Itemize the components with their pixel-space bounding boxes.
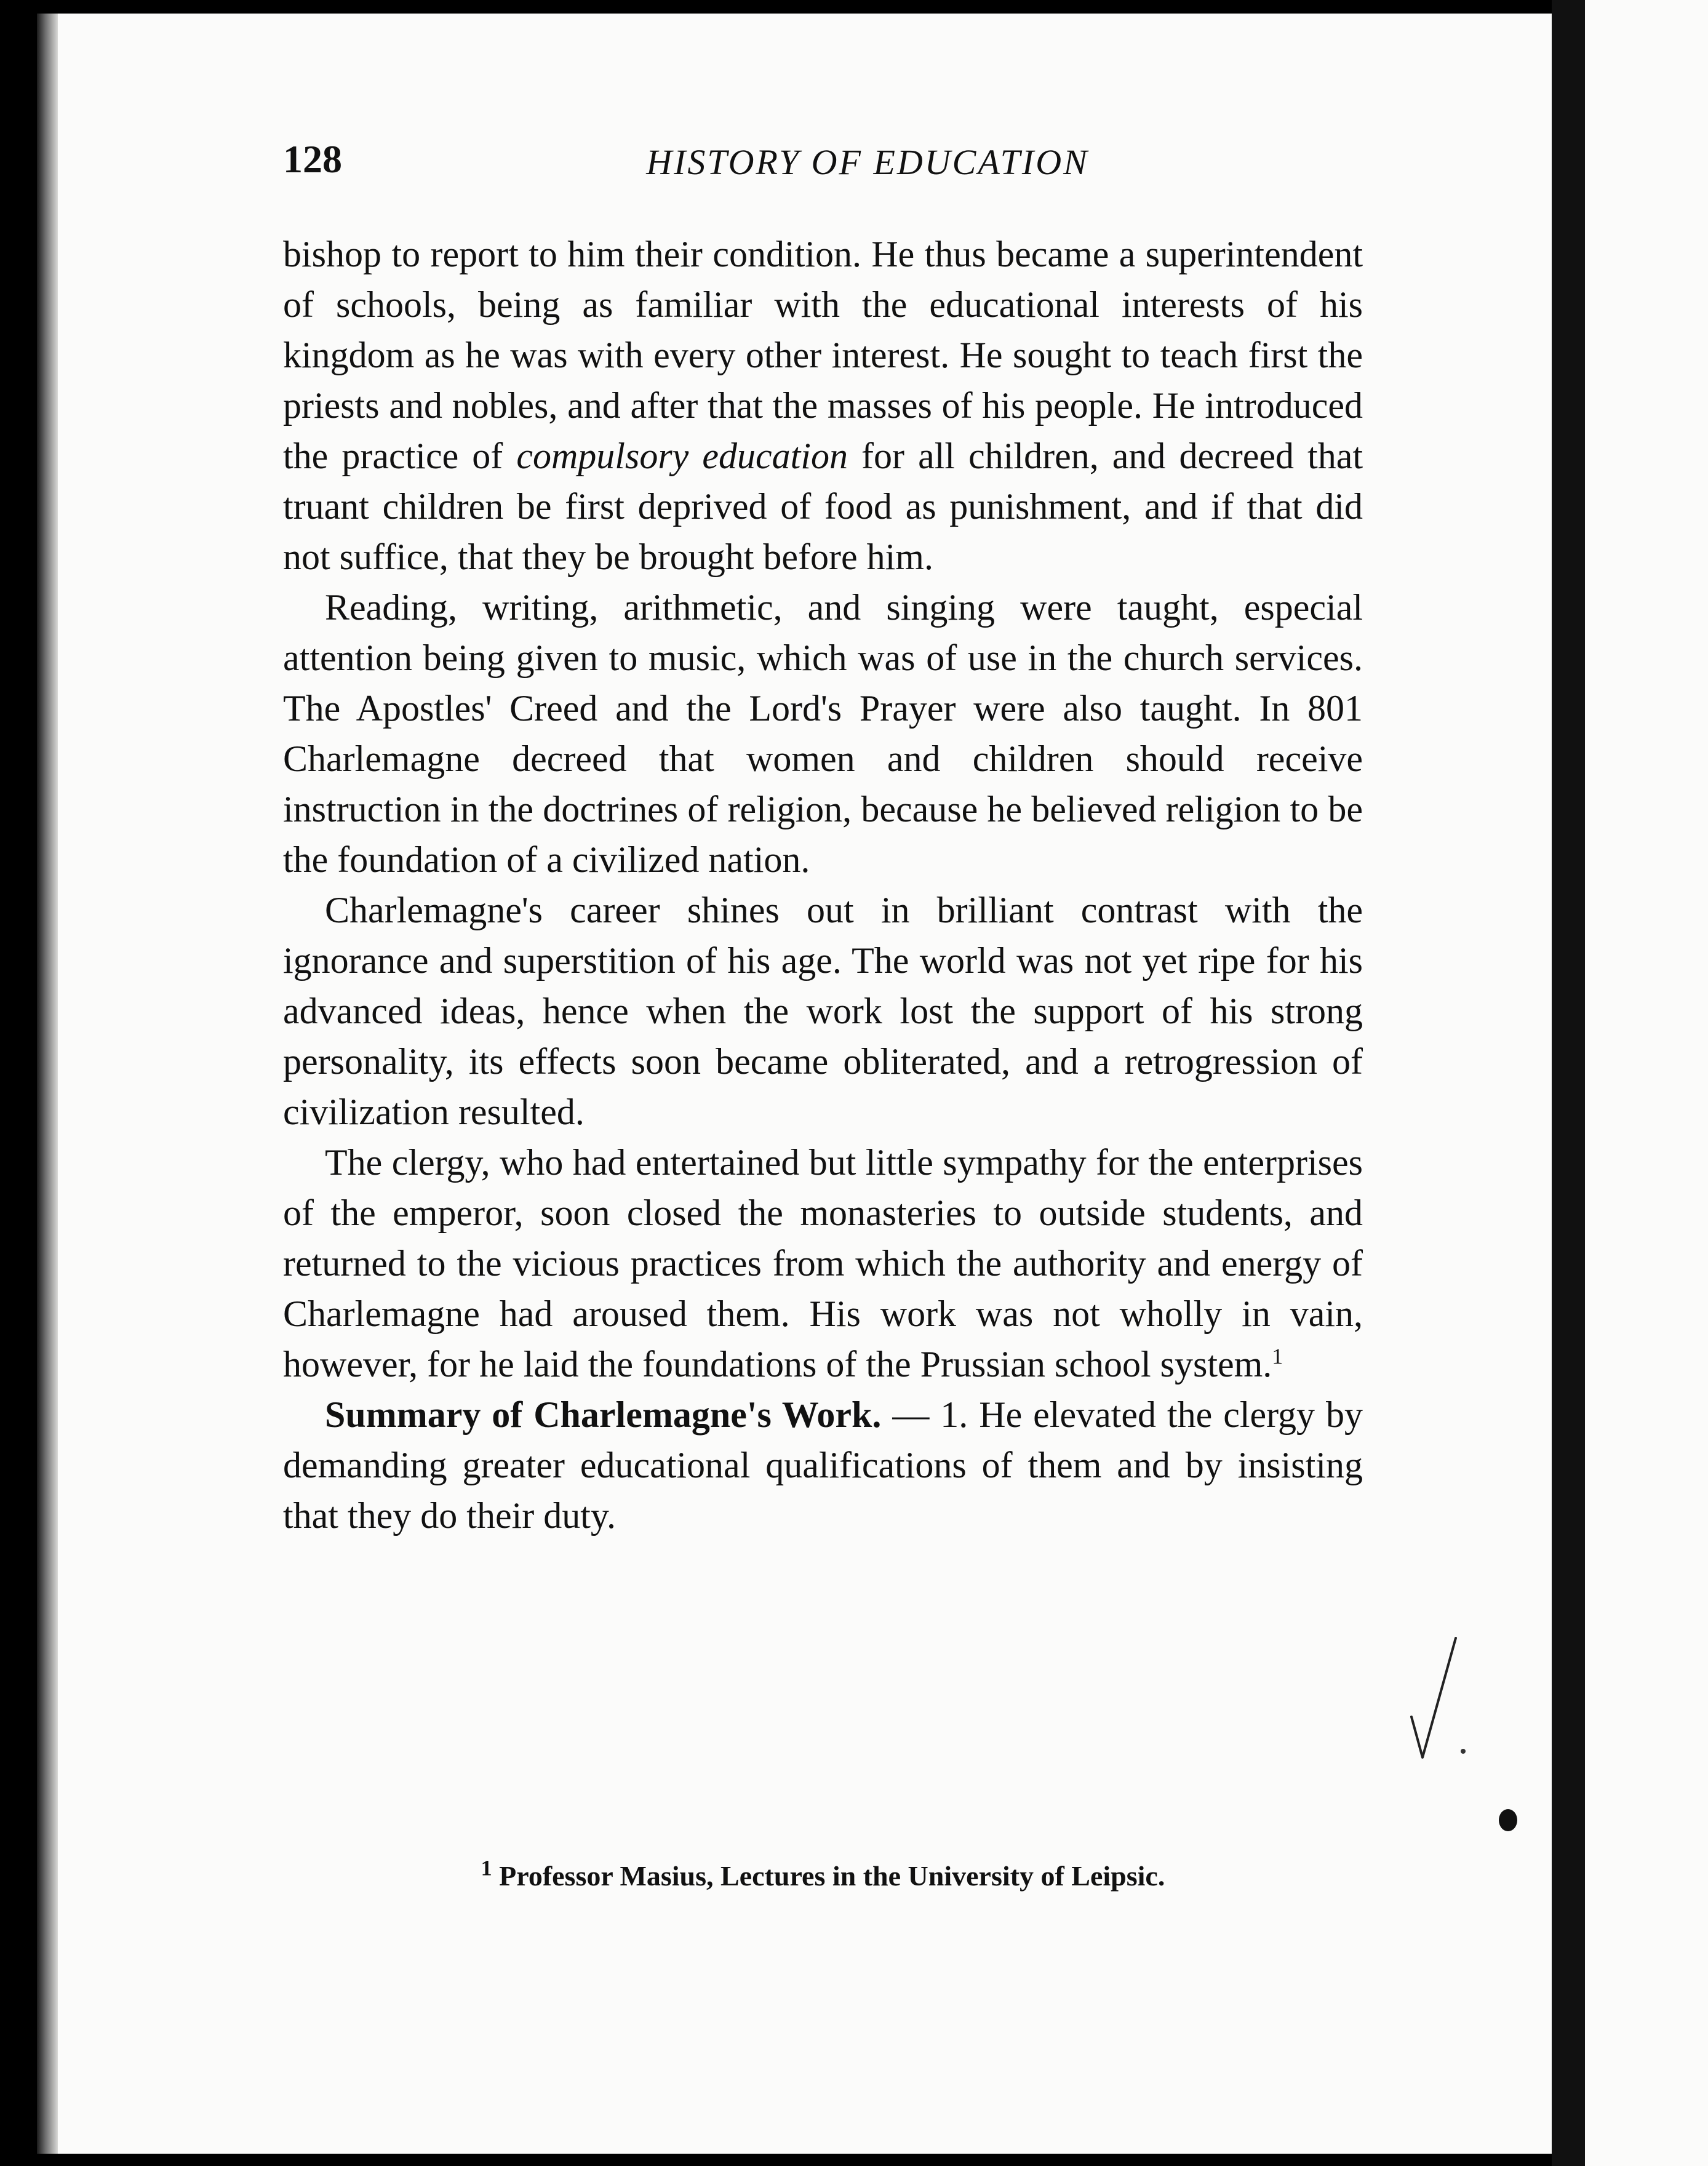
paragraph-4-text: The clergy, who had entertained but little sympathy for the enterprises of the emperor, soon closed the monasteries to outside students, and returned to the vicious practices from which the authority and energy of Charlemagne had aroused them. His work was not wholly in vain, however, for he laid the foundations of the Prussian school system. xyxy=(283,1142,1363,1385)
ink-speck xyxy=(1461,1749,1466,1754)
footnote-number: 1 xyxy=(481,1855,492,1880)
paragraph-5-text: — 1. He elevated the clergy by demanding greater educational qualifications of them and by insisting that they do their duty. xyxy=(283,1394,1363,1536)
paragraph-1-text-before: bishop to report to him their condition. He thus became a superintendent of schools, being as familiar with the educational interests of his kingdom as he was with every other interest. He sought to teach first the priests and nobles, and after that the masses of his people. He introduced the practice of xyxy=(283,234,1363,476)
page-header xyxy=(283,137,1366,198)
paragraph-4 xyxy=(283,1137,1363,1389)
page-number: 128 xyxy=(283,137,342,181)
paragraph-1-text-after: for all children, and decreed that truant children be first deprived of food as punishment, and if that did not suffice, that they be brought before him. xyxy=(283,436,1363,577)
binding-edge xyxy=(1552,0,1585,2166)
paragraph-2: Reading, writing, arithmetic, and singing were taught, especial attention being given to music, which was of use in the church services. The Apostles' Creed and the Lord's Prayer were also taught. In 801 Charlemagne decreed that women and children should receive instruction in the doctrines of religion, because he believed religion to be the foundation of a civilized nation. xyxy=(283,587,1363,880)
ink-blot xyxy=(1499,1809,1517,1831)
footnote xyxy=(283,1855,1363,1892)
paragraph-5 xyxy=(283,1389,1363,1541)
pencil-check-mark xyxy=(1409,1637,1458,1760)
page-gutter-shadow xyxy=(37,14,58,2154)
summary-heading: Summary of Charlemagne's Work. xyxy=(325,1394,882,1435)
emphasis-compulsory-education: compulsory education xyxy=(516,436,848,476)
footnote-marker: 1 xyxy=(1272,1344,1283,1369)
paragraph-3: Charlemagne's career shines out in brilliant contrast with the ignorance and superstition of his age. The world was not yet ripe for his advanced ideas, hence when the work lost the support of his strong personality, its effects soon became obliterated, and a retrogression of civilization resulted. xyxy=(283,890,1363,1132)
paragraph-1 xyxy=(283,229,1363,582)
body-text xyxy=(283,229,1363,1541)
footnote-text: Professor Masius, Lectures in the University of Leipsic. xyxy=(492,1860,1165,1892)
adjacent-page-margin xyxy=(1585,0,1708,2166)
running-head: HISTORY OF EDUCATION xyxy=(646,142,1089,182)
